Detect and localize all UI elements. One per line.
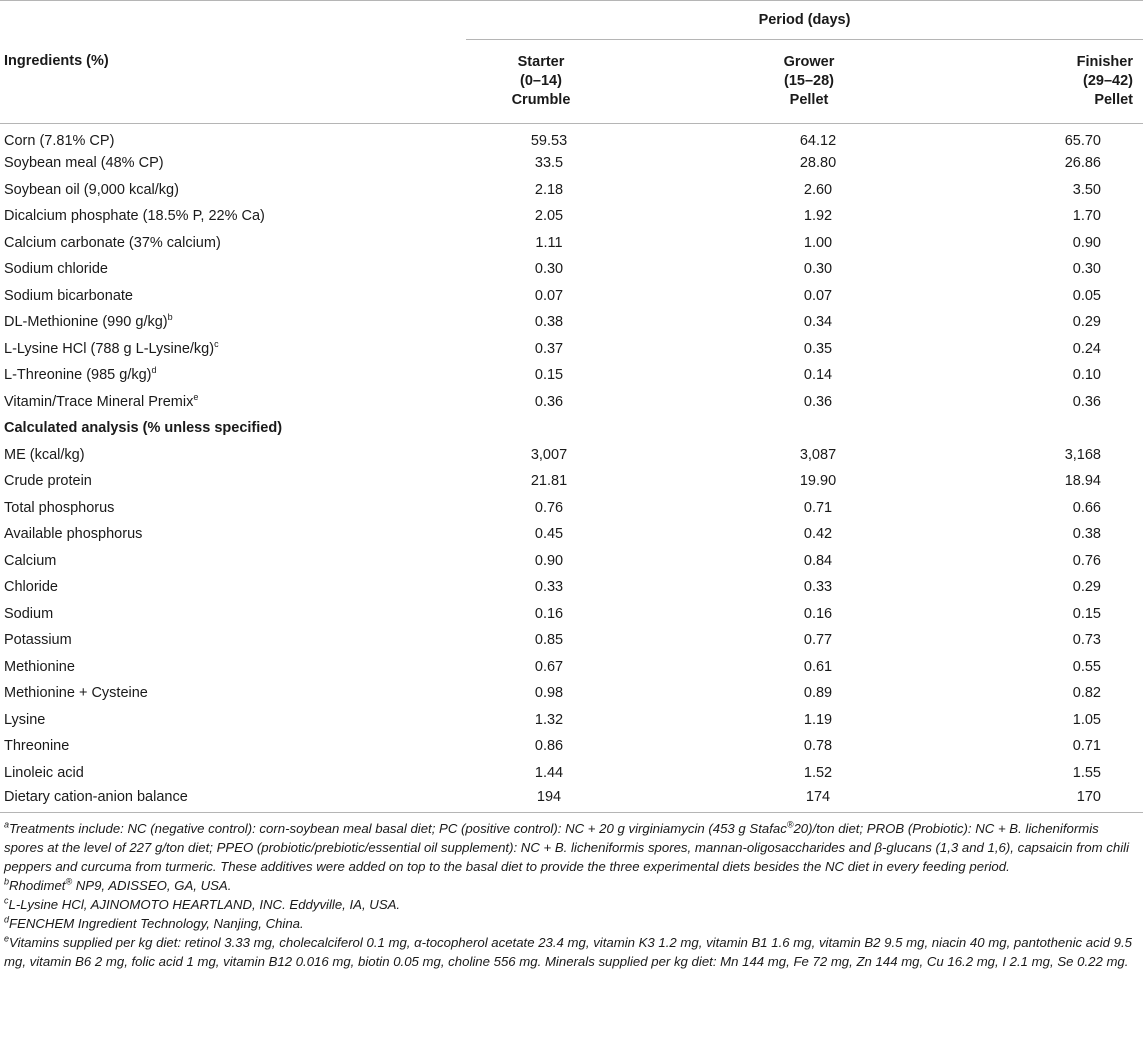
- table-cell: 0.76: [534, 499, 564, 516]
- column-form: Crumble: [511, 92, 571, 108]
- table-cell: 65.70: [1064, 133, 1101, 149]
- table-cell: 2.05: [534, 208, 564, 225]
- table-row: [0, 601, 1143, 628]
- table-row: [0, 336, 1143, 363]
- row-label: [0, 654, 466, 681]
- row-label: [0, 309, 466, 336]
- row-label-text: Lysine: [4, 711, 46, 728]
- table-cell: 0.30: [534, 261, 564, 278]
- table-row: [0, 468, 1143, 495]
- row-label-text: Sodium chloride: [4, 261, 108, 278]
- table-cell: 0.71: [803, 499, 833, 516]
- header-blank: [0, 1, 466, 40]
- table-cell: 1.32: [534, 711, 564, 728]
- row-label: [0, 256, 466, 283]
- table-cell: 26.86: [1064, 155, 1101, 172]
- footnote-text: NP9, ADISSEO, GA, USA.: [72, 878, 232, 893]
- registered-mark: ®: [65, 876, 73, 887]
- table-row: [0, 707, 1143, 734]
- row-label: [0, 760, 466, 787]
- table-cell: 0.33: [534, 579, 564, 596]
- table-cell: 0.98: [534, 685, 564, 702]
- table-cell: 1.52: [803, 764, 833, 781]
- table-cell: 0.36: [803, 393, 833, 410]
- table-cell: 0.14: [803, 367, 833, 384]
- row-label: [0, 627, 466, 654]
- table-cell: 0.15: [1072, 605, 1101, 622]
- row-label: [0, 733, 466, 760]
- table-row: [0, 786, 1143, 813]
- row-label-text: Dietary cation-anion balance: [4, 789, 188, 805]
- column-name: Starter: [517, 54, 565, 70]
- column-name: Grower: [783, 54, 835, 70]
- table-cell: 1.70: [1072, 208, 1101, 225]
- table-cell: 3,168: [1064, 446, 1101, 463]
- row-label: [0, 283, 466, 310]
- table-cell: 0.36: [534, 393, 564, 410]
- footnote-text: Vitamins supplied per kg diet: retinol 3.33 mg, cholecalciferol 0.1 mg, α-tocopherol acetate 23.4 mg, vitamin K3 1.2 mg, vitamin B1 1.6 mg, vitamin B2 9.5 mg, niacin 40 mg, pantothenic acid 9.5 mg, vitamin B6 2 mg, folic acid 1 mg, vitamin B12 0.016 mg, biotin 0.05 mg, choline 556 mg. Minerals supplied per kg diet: Mn 144 mg, Fe 72 mg, Zn 144 mg, Cu 16.2 mg, I 2.1 mg, Se 0.22 mg.: [4, 935, 1132, 969]
- row-label-text: Corn (7.81% CP): [4, 133, 115, 149]
- table-cell: 0.66: [1072, 499, 1101, 516]
- table-row: [0, 283, 1143, 310]
- table-cell: 3.50: [1072, 181, 1101, 198]
- row-label-text: Sodium bicarbonate: [4, 287, 133, 304]
- table-cell: 0.15: [534, 367, 564, 384]
- table-cell: 0.16: [534, 605, 564, 622]
- row-label: [0, 336, 466, 363]
- table-cell: 0.90: [1072, 234, 1101, 251]
- row-label: [0, 601, 466, 628]
- table-cell: 0.36: [1072, 393, 1101, 410]
- table-cell: 21.81: [530, 473, 568, 490]
- column-header-finisher: [1002, 40, 1143, 124]
- table-cell: 0.71: [1072, 738, 1101, 755]
- footnote-ref: b: [167, 312, 173, 323]
- table-cell: 0.30: [1072, 261, 1101, 278]
- row-label: [0, 574, 466, 601]
- table-cell: 2.60: [803, 181, 833, 198]
- table-cell: 3,087: [799, 446, 837, 463]
- table-cell: 0.82: [1072, 685, 1101, 702]
- footnote-text: L-Lysine HCl, AJINOMOTO HEARTLAND, INC. Eddyville, IA, USA.: [8, 897, 401, 912]
- table-row: [0, 230, 1143, 257]
- table-row: [0, 309, 1143, 336]
- table-cell: 1.19: [803, 711, 833, 728]
- row-label-text: DL-Methionine (990 g/kg): [4, 314, 168, 331]
- column-form: Pellet: [1094, 92, 1133, 108]
- row-label: [0, 230, 466, 257]
- row-label-text: Calcium carbonate (37% calcium): [4, 234, 221, 251]
- table-row: [0, 256, 1143, 283]
- table-cell: 0.86: [534, 738, 564, 755]
- table-cell: 0.29: [1072, 314, 1101, 331]
- table-cell: 0.07: [803, 287, 833, 304]
- table-cell: 0.38: [534, 314, 564, 331]
- column-range: (15–28): [784, 73, 834, 89]
- row-label: [0, 548, 466, 575]
- row-label: [0, 177, 466, 204]
- table-cell: 174: [616, 786, 1002, 813]
- footnote-a: [4, 819, 1139, 876]
- table-cell: 19.90: [799, 473, 837, 490]
- row-label-text: Methionine: [4, 658, 75, 675]
- section-row: [0, 415, 1143, 442]
- table-cell: 1.44: [534, 764, 564, 781]
- table-body: [0, 124, 1143, 813]
- footnote-e: [4, 933, 1139, 971]
- table-cell: 1.55: [1072, 764, 1101, 781]
- row-label-text: Calcium: [4, 552, 57, 569]
- table-row: [0, 177, 1143, 204]
- table-cell: 194: [466, 786, 616, 813]
- table-row: [0, 760, 1143, 787]
- table-cell: 0.33: [803, 579, 833, 596]
- footnote-mark: a: [4, 819, 10, 830]
- table-cell: 0.73: [1072, 632, 1101, 649]
- row-label: [0, 495, 466, 522]
- table-cell: 0.45: [534, 526, 564, 543]
- table-row: [0, 627, 1143, 654]
- footnote-text: Rhodimet: [9, 878, 66, 893]
- table-cell: 0.38: [1072, 526, 1101, 543]
- table-cell: 0.84: [803, 552, 833, 569]
- row-label: [0, 150, 466, 177]
- row-label: [0, 468, 466, 495]
- row-label-text: Soybean meal (48% CP): [4, 155, 164, 172]
- footnote-text: Treatments include: NC (negative control): corn-soybean meal basal diet; PC (positive control): NC + 20 g virginiamycin (453 g Stafac: [9, 821, 787, 836]
- row-label-text: Available phosphorus: [4, 526, 143, 543]
- table-cell: 0.76: [1072, 552, 1101, 569]
- footnote-text: FENCHEM Ingredient Technology, Nanjing, China.: [9, 916, 304, 931]
- table-cell: 0.89: [803, 685, 833, 702]
- registered-mark: ®: [786, 819, 794, 830]
- table-cell: 170: [1002, 786, 1143, 813]
- footnote-mark: d: [4, 914, 10, 925]
- row-label: [0, 124, 466, 151]
- row-label: [0, 362, 466, 389]
- table-cell: 0.90: [534, 552, 564, 569]
- table-cell: 18.94: [1064, 473, 1101, 490]
- row-label: [0, 680, 466, 707]
- table-cell: 0.07: [534, 287, 564, 304]
- row-label-text: Total phosphorus: [4, 499, 115, 516]
- row-label-text: Threonine: [4, 738, 70, 755]
- table-row: [0, 654, 1143, 681]
- footnote-c: [4, 895, 1139, 914]
- table-row: [0, 548, 1143, 575]
- row-label-text: Chloride: [4, 579, 58, 596]
- table-cell: 0.10: [1072, 367, 1101, 384]
- table-row: [0, 495, 1143, 522]
- table-cell: 0.77: [803, 632, 833, 649]
- footnote-d: [4, 914, 1139, 933]
- footnote-mark: c: [4, 895, 9, 906]
- table-cell: 3,007: [530, 446, 568, 463]
- column-form: Pellet: [789, 92, 829, 108]
- footnote-ref: d: [151, 365, 157, 376]
- row-label-text: Potassium: [4, 632, 72, 649]
- table-cell: 0.24: [1072, 340, 1101, 357]
- table-cell: 0.85: [534, 632, 564, 649]
- row-label: [0, 707, 466, 734]
- table-cell: 2.18: [534, 181, 564, 198]
- footnote-ref: e: [193, 391, 199, 402]
- table-cell: 1.11: [535, 234, 563, 251]
- column-header-starter: [466, 40, 616, 124]
- section-label: Calculated analysis (% unless specified): [4, 420, 283, 437]
- row-label-text: Methionine + Cysteine: [4, 685, 148, 702]
- table-cell: 0.42: [803, 526, 833, 543]
- table-row: [0, 521, 1143, 548]
- table-cell: 1.92: [803, 208, 833, 225]
- footnote-mark: b: [4, 876, 10, 887]
- row-label-text: Crude protein: [4, 473, 92, 490]
- table-cell: 0.67: [534, 658, 564, 675]
- footnote-ref: c: [214, 338, 219, 349]
- table-row: [0, 203, 1143, 230]
- table-cell: 0.55: [1072, 658, 1101, 675]
- table-cell: 1.05: [1072, 711, 1101, 728]
- row-label-text: L-Threonine (985 g/kg): [4, 367, 152, 384]
- row-label: [0, 521, 466, 548]
- table-cell: 0.78: [803, 738, 833, 755]
- table-cell: 0.34: [803, 314, 833, 331]
- table-row: [0, 442, 1143, 469]
- table-row: [0, 680, 1143, 707]
- ingredients-header: Ingredients (%): [0, 40, 466, 124]
- column-range: (29–42): [1083, 73, 1133, 89]
- footnote-text: 20)/ton diet; PROB (Probiotic): NC + B. licheniformis spores at the level of 227 g/ton diet; PPEO (probiotic/prebiotic/essential oil supplement): NC + B. licheniformis spores, mannan-oligosaccharides and β-glucans (1,3 and 1,6), capsaicin from chili peppers and curcuma from turmeric. These additives were added on top to the basal diet to provide the three experimental diets besides the NC diet in every feeding period.: [4, 821, 1130, 874]
- period-header: Period (days): [466, 1, 1143, 40]
- table-row: [0, 574, 1143, 601]
- table-cell: 0.37: [534, 340, 564, 357]
- footnote-b: [4, 876, 1139, 895]
- table-cell: 1.00: [803, 234, 833, 251]
- row-label: [0, 442, 466, 469]
- table-cell: 33.5: [534, 155, 564, 172]
- table-cell: 0.16: [803, 605, 833, 622]
- row-label-text: Soybean oil (9,000 kcal/kg): [4, 181, 179, 198]
- footnotes: [0, 813, 1143, 971]
- table-cell: 64.12: [799, 133, 837, 149]
- table-cell: 0.61: [803, 658, 833, 675]
- row-label: [0, 203, 466, 230]
- column-header-grower: [616, 40, 1002, 124]
- table-cell: 0.35: [803, 340, 833, 357]
- column-range: (0–14): [520, 73, 562, 89]
- row-label-text: Sodium: [4, 605, 54, 622]
- row-label: [0, 389, 466, 416]
- table-cell: 0.29: [1072, 579, 1101, 596]
- column-name: Finisher: [1076, 54, 1133, 70]
- table-row: [0, 362, 1143, 389]
- row-label-text: ME (kcal/kg): [4, 446, 85, 463]
- table-row: [0, 150, 1143, 177]
- table-row: [0, 389, 1143, 416]
- table-cell: 0.05: [1072, 287, 1101, 304]
- table-cell: 59.53: [530, 133, 568, 149]
- row-label-text: L-Lysine HCl (788 g L-Lysine/kg): [4, 340, 215, 357]
- table-row: [0, 733, 1143, 760]
- table-cell: 0.30: [803, 261, 833, 278]
- row-label-text: Linoleic acid: [4, 764, 84, 781]
- row-label: [0, 786, 466, 813]
- footnote-mark: e: [4, 933, 10, 944]
- table-row: [0, 124, 1143, 151]
- row-label-text: Vitamin/Trace Mineral Premix: [4, 393, 194, 410]
- row-label-text: Dicalcium phosphate (18.5% P, 22% Ca): [4, 208, 265, 225]
- table-cell: 28.80: [799, 155, 837, 172]
